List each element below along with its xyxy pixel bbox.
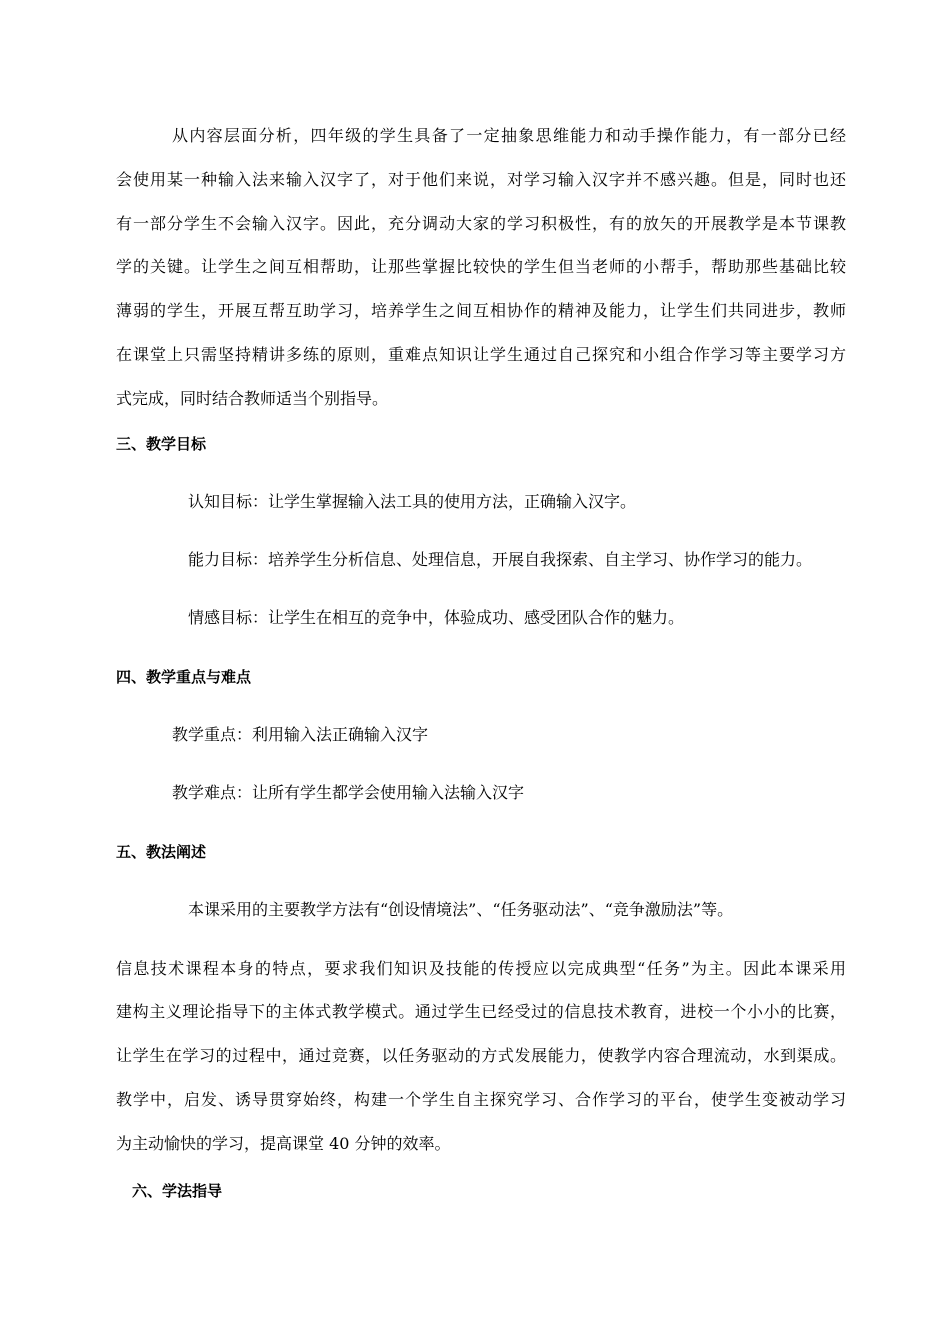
methods-line-3: 让学生在学习的过程中，通过竞赛，以任务驱动的方式发展能力，使教学内容合理流动，水到渠成。 [116,1046,846,1065]
analysis-line-2: 会使用某一种输入法来输入汉字了，对于他们来说，对学习输入汉字并不感兴趣。但是，同时也还 [116,170,846,189]
analysis-line-3: 有一部分学生不会输入汉字。因此，充分调动大家的学习积极性，有的放矢的开展教学是本节课教 [116,214,846,233]
analysis-line-7: 式完成，同时结合教师适当个别指导。 [116,389,389,408]
objective-emotion: 情感目标：让学生在相互的竞争中，体验成功、感受团队合作的魅力。 [188,608,685,627]
analysis-line-5: 薄弱的学生，开展互帮互助学习，培养学生之间互相协作的精神及能力，让学生们共同进步，教师 [116,301,846,320]
difficult-point: 教学难点：让所有学生都学会使用输入法输入汉字 [172,783,525,802]
section-heading-objectives: 三、教学目标 [116,435,207,453]
analysis-line-4: 学的关键。让学生之间互相帮助，让那些掌握比较快的学生但当老师的小帮手，帮助那些基础比较 [116,257,846,276]
methods-line-1: 信息技术课程本身的特点，要求我们知识及技能的传授应以完成典型“任务”为主。因此本课采用 [116,959,846,978]
section-heading-methods: 五、教法阐述 [116,843,207,861]
objective-ability: 能力目标：培养学生分析信息、处理信息，开展自我探索、自主学习、协作学习的能力。 [188,550,813,569]
key-point: 教学重点：利用输入法正确输入汉字 [172,725,429,744]
methods-line-4: 教学中，启发、诱导贯穿始终，构建一个学生自主探究学习、合作学习的平台，使学生变被动学习 [116,1090,846,1109]
objective-cognitive: 认知目标：让学生掌握输入法工具的使用方法，正确输入汉字。 [188,492,637,511]
methods-line-2: 建构主义理论指导下的主体式教学模式。通过学生已经受过的信息技术教育，进校一个小小的比赛， [116,1002,846,1021]
methods-line-5: 为主动愉快的学习，提高课堂 40 分钟的效率。 [116,1134,451,1153]
analysis-line-1: 从内容层面分析，四年级的学生具备了一定抽象思维能力和动手操作能力，有一部分已经 [172,126,846,145]
analysis-line-6: 在课堂上只需坚持精讲多练的原则，重难点知识让学生通过自己探究和小组合作学习等主要学习方 [116,345,846,364]
section-heading-key-points: 四、教学重点与难点 [116,668,252,686]
methods-intro: 本课采用的主要教学方法有“创设情境法”、“任务驱动法”、“竞争激励法”等。 [188,900,734,919]
section-heading-learning-guide: 六、学法指导 [132,1182,223,1200]
